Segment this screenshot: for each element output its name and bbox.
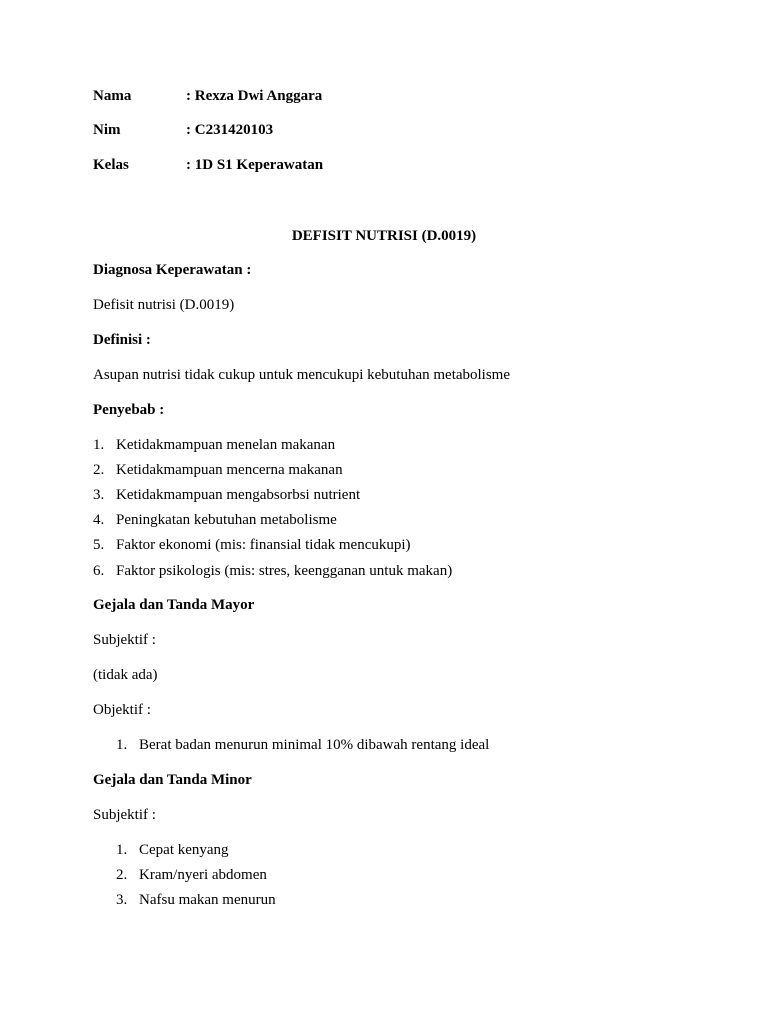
nim-value: : C231420103	[186, 122, 274, 138]
list-item-number: 5.	[93, 537, 105, 553]
nim-label: Nim	[93, 122, 121, 138]
name-value: : Rexza Dwi Anggara	[186, 88, 323, 104]
list-item: Peningkatan kebutuhan metabolisme	[116, 512, 337, 528]
list-item-number: 1.	[116, 842, 128, 858]
list-item-number: 1.	[93, 437, 105, 453]
list-item: Nafsu makan menurun	[139, 892, 276, 908]
list-item-number: 1.	[116, 737, 128, 753]
major-subjective-label: Subjektif :	[93, 632, 156, 648]
minor-heading: Gejala dan Tanda Minor	[93, 772, 252, 788]
list-item: Cepat kenyang	[139, 842, 229, 858]
list-item-number: 2.	[93, 462, 105, 478]
list-item: Ketidakmampuan mengabsorbsi nutrient	[116, 487, 361, 503]
list-item-number: 3.	[93, 487, 105, 503]
class-label: Kelas	[93, 157, 129, 173]
document-title: DEFISIT NUTRISI (D.0019)	[291, 228, 477, 244]
list-item: Faktor psikologis (mis: stres, keengganan untuk makan)	[116, 563, 453, 579]
list-item: Ketidakmampuan menelan makanan	[116, 437, 336, 453]
diagnosis-text: Defisit nutrisi (D.0019)	[93, 297, 235, 313]
list-item: Berat badan menurun minimal 10% dibawah rentang ideal	[139, 737, 490, 753]
list-item-number: 6.	[93, 563, 105, 579]
definition-text: Asupan nutrisi tidak cukup untuk mencukupi kebutuhan metabolisme	[93, 367, 511, 383]
definition-heading: Definisi :	[93, 332, 151, 348]
causes-heading: Penyebab :	[93, 402, 165, 418]
diagnosis-heading: Diagnosa Keperawatan :	[93, 262, 252, 278]
major-subjective-text: (tidak ada)	[93, 667, 158, 683]
list-item: Faktor ekonomi (mis: finansial tidak mencukupi)	[116, 537, 411, 553]
class-value: : 1D S1 Keperawatan	[186, 157, 324, 173]
list-item-number: 4.	[93, 512, 105, 528]
list-item: Kram/nyeri abdomen	[139, 867, 267, 883]
list-item-number: 3.	[116, 892, 128, 908]
name-label: Nama	[93, 88, 132, 104]
minor-subjective-label: Subjektif :	[93, 807, 156, 823]
list-item: Ketidakmampuan mencerna makanan	[116, 462, 343, 478]
list-item-number: 2.	[116, 867, 128, 883]
major-objective-label: Objektif :	[93, 702, 151, 718]
major-heading: Gejala dan Tanda Mayor	[93, 597, 255, 613]
